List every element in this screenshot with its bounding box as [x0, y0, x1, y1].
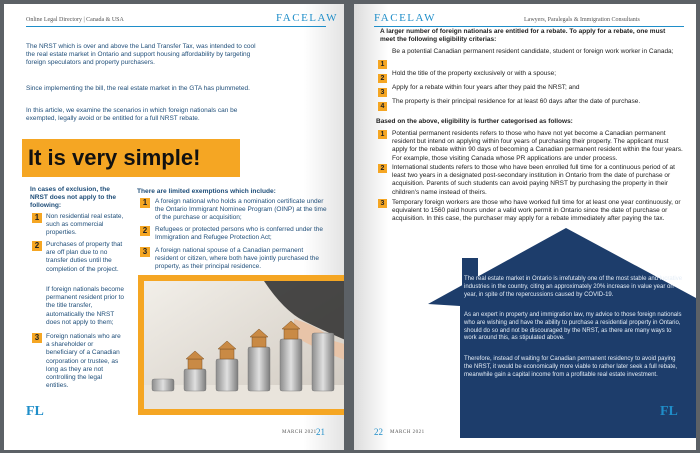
exclusion-number-2: 2: [32, 241, 42, 251]
exemption-item-3: A foreign national spouse of a Canadian permanent resident or citizen, where both have jointly purchased the property, as their principal residence.: [155, 247, 320, 271]
left-page: [4, 4, 344, 450]
criterion-number-3: 3: [378, 88, 387, 97]
criterion-item-2: Apply for a rebate within four years after they paid the NRST; and: [392, 84, 580, 91]
exemption-number-2: 2: [140, 226, 150, 236]
criterion-item-3: The property is their principal residence for at least 60 days after the date of purchase.: [392, 98, 641, 105]
header-rule: [374, 26, 684, 27]
exclusion-note: If foreign nationals become permanent resident prior to the title transfer, automatically the NRST does not apply to them;: [46, 286, 125, 326]
header-brand: FACELAW: [374, 12, 436, 24]
exemption-item-2: Refugees or protected persons who is conferred under the Immigration and Refugee Protection Act;: [155, 226, 324, 242]
header-directory: Online Legal Directory | Canada & USA: [26, 17, 124, 23]
category-item-3: Temporary foreign workers are those who have worked full time for at least one year continuously, or equivalent to 1560 paid hours under a valid work permit in Ontario since the date of purchase or acquisition. In this case, the purchaser may apply for a rebate immediately after paying the tax.: [392, 199, 681, 223]
footer-month: MARCH 2021: [390, 430, 425, 435]
intro-paragraph-1: The NRST which is over and above the Land Transfer Tax, was intended to cool the real estate market in Ontario and support housing affordability by targeting foreign speculators and property purchasers.: [26, 43, 256, 67]
exclusion-item-1: Non residential real estate, such as commercial properties.: [46, 213, 124, 237]
banner-box: [22, 139, 240, 177]
exclusion-number-1: 1: [32, 213, 42, 223]
exclusion-heading: In cases of exclusion, the NRST does not apply to the following:: [30, 186, 117, 210]
category-number-3: 3: [378, 199, 387, 208]
facelaw-logo: FL: [660, 404, 678, 419]
category-item-1: Potential permanent residents refers to those who have not yet become a Canadian permanent resident but intend on applying within four years of purchasing their property. The applicant must apply for the rebate within 90 days of becoming a Canadian permanent resident within the four years. For example, those visiting Canada whose PR applications are under process.: [392, 130, 683, 162]
exemptions-heading: There are limited exemptions which include:: [137, 188, 276, 195]
exemption-number-3: 3: [140, 247, 150, 257]
banner-title: It is very simple!: [28, 145, 201, 170]
header-brand: FACELAW: [276, 12, 338, 24]
facelaw-logo: FL: [26, 404, 44, 419]
criterion-item-1: Hold the title of the property exclusively or with a spouse;: [392, 70, 557, 77]
header-rule: [26, 26, 326, 27]
category-item-2: International students refers to those who have been enrolled full time for a continuous period of at least two years in a designated post-secondary institution in Ontario from the date of purchase or acquisition. Parents of such students can avoid paying NRST by purchasing the property in their children's name instead of theirs.: [392, 164, 675, 196]
exemption-number-1: 1: [140, 198, 150, 208]
header-tagline: Lawyers, Paralegals & Immigration Consultants: [524, 17, 640, 23]
intro-paragraph-3: In this article, we examine the scenarios in which foreign nationals can be exempted, legally avoid or be entitled for a full NRST rebate.: [26, 107, 238, 123]
footer-month: MARCH 2021: [282, 430, 317, 435]
house-paragraph-1: The real estate market in Ontario is irrefutably one of the most stable and lucrative industries in the country, citing an approximately 20% increase in value year on year, in spite of the repercussions caused by COVID-19.: [464, 276, 683, 298]
exclusion-number-3: 3: [32, 333, 42, 343]
house-paragraph-3: Therefore, instead of waiting for Canadian permanent residency to avoid paying the NRST, it would be economically more viable to rather later seek a full rebate, meanwhile gain a capital income from a profitable real estate investment.: [464, 356, 678, 378]
photo-frame: [138, 275, 344, 415]
eligibility-heading: A larger number of foreign nationals are entitled for a rebate. To apply for a rebate, one must meet the following eligibility criterias:: [380, 28, 666, 44]
criterion-number-4: 4: [378, 102, 387, 111]
category-number-1: 1: [378, 130, 387, 139]
intro-paragraph-2: Since implementing the bill, the real estate market in the GTA has plummeted.: [26, 85, 250, 92]
page-number: 22: [374, 427, 383, 437]
coins-houses-photo: [144, 281, 344, 409]
criterion-number-1: 1: [378, 60, 387, 69]
exclusion-item-2: Purchases of property that are off plan due to no transfer duties until the completion of the project.: [46, 241, 123, 273]
category-number-2: 2: [378, 164, 387, 173]
house-paragraph-2: As an expert in property and immigration law, my advice to those foreign nationals who are wishing and have the ability to purchase a residential property in Ontario, should do so and not be discouraged by the NRST, as there are many ways to work around this, as stipulated above.: [464, 312, 682, 342]
page-number: 21: [316, 427, 325, 437]
criterion-number-2: 2: [378, 74, 387, 83]
criterion-intro: Be a potential Canadian permanent resident candidate, student or foreign work worker in Canada;: [392, 48, 674, 55]
right-page: [354, 4, 696, 450]
categories-heading: Based on the above, eligibility is further categorised as follows:: [376, 118, 573, 125]
exclusion-item-3: Foreign nationals who are a shareholder or beneficiary of a Canadian corporation or trustee, as long as they are not controlling the legal entities.: [46, 333, 121, 390]
exemption-item-1: A foreign national who holds a nomination certificate under the Ontario Immigrant Nominee Program (OINP) at the time of the purchase or acquisition;: [155, 198, 327, 222]
